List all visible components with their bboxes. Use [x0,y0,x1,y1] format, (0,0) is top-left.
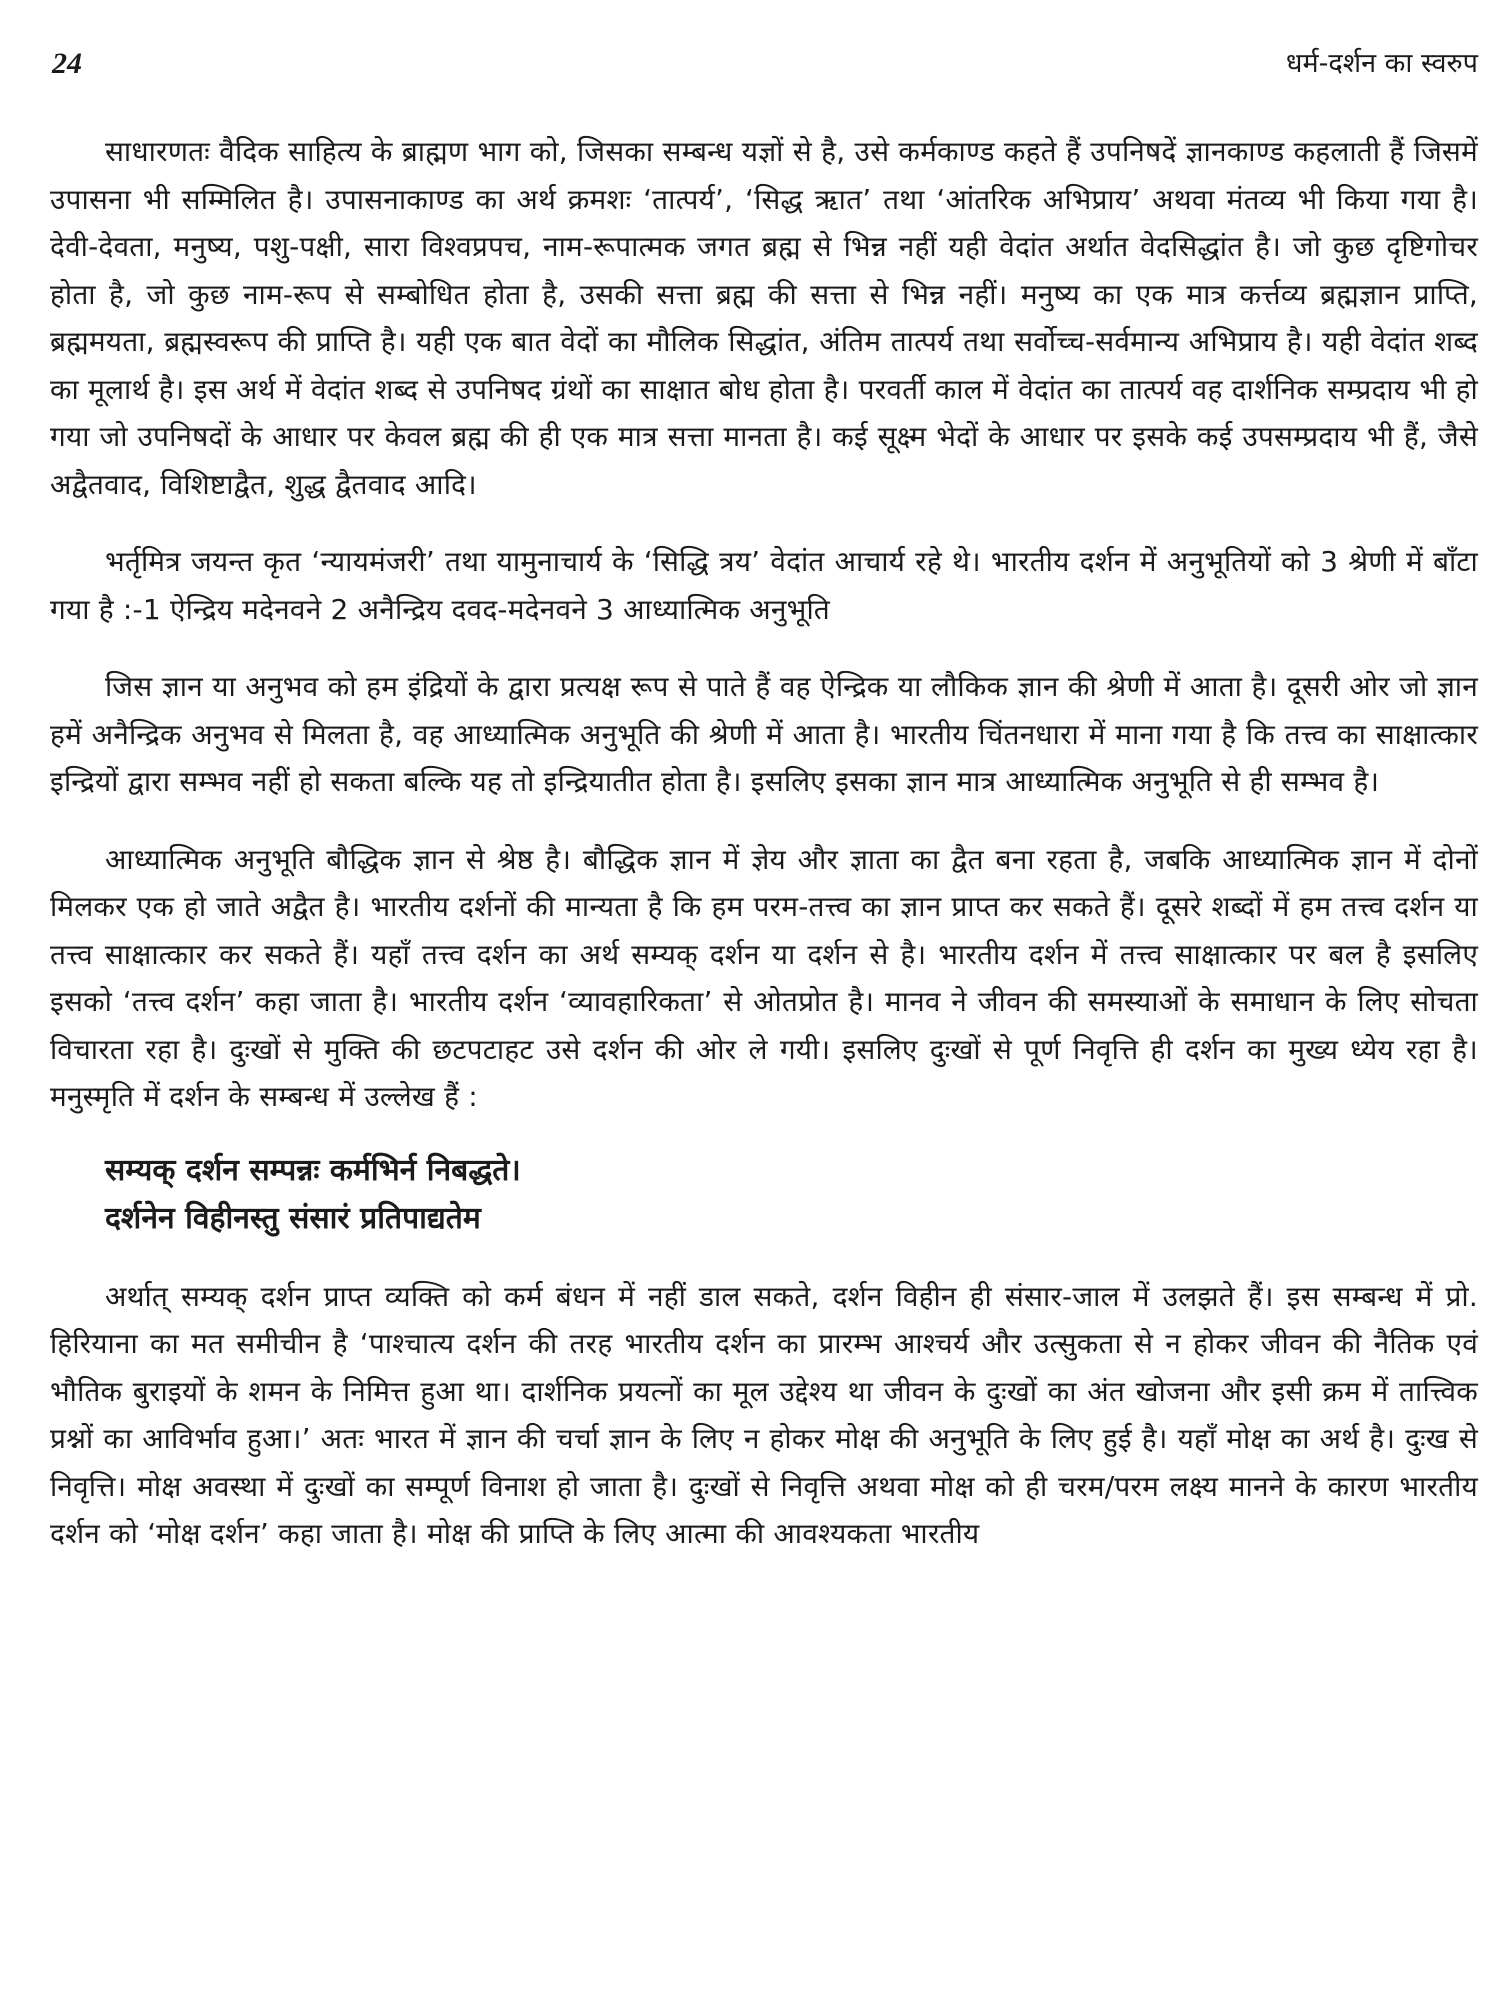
verse-line: दर्शनेन विहीनस्तु संसारं प्रतिपाद्यतेम [105,1200,481,1236]
page-header [52,42,1478,86]
page-body [50,128,1478,1584]
verse-line: सम्यक् दर्शन सम्पन्नः कर्मभिर्न निबद्धते। [105,1152,521,1188]
manusmriti-verse [105,1147,1478,1243]
paragraph-sensory-knowledge: जिस ज्ञान या अनुभव को हम इंद्रियों के द्वारा प्रत्यक्ष रूप से पाते हैं वह ऐन्द्रिक या लौकिक ज्ञान की श्रेणी में आता है। दूसरी ओर जो ज्ञान हमें अनैन्द्रिक अनुभव से मिलता है, वह आध्यात्मिक अनुभूति की श्रेणी में आता है। भारतीय चिंतनधारा में माना गया है कि तत्त्व का साक्षात्कार इन्द्रियों द्वारा सम्भव नहीं हो सकता बल्कि यह तो इन्द्रियातीत होता है। इसलिए इसका ज्ञान मात्र आध्यात्मिक अनुभूति से ही सम्भव है। [50,670,1478,798]
paragraph-vedanta: साधारणतः वैदिक साहित्य के ब्राह्मण भाग को, जिसका सम्बन्ध यज्ञों से है, उसे कर्मकाण्ड कहते हैं उपनिषदें ज्ञानकाण्ड कहलाती हैं जिसमें उपासना भी सम्मिलित है। उपासनाकाण्ड का अर्थ क्रमशः ‘तात्पर्य’, ‘सिद्ध ऋात’ तथा ‘आंतरिक अभिप्राय’ अथवा मंतव्य भी किया गया है। देवी-देवता, मनुष्य, पशु-पक्षी, सारा विश्वप्रपच, नाम-रूपात्मक जगत ब्रह्म से भिन्न नहीं यही वेदांत अर्थात वेदसिद्धांत है। जो कुछ दृष्टिगोचर होता है, जो कुछ नाम-रूप से सम्बोधित होता है, उसकी सत्ता ब्रह्म की सत्ता से भिन्न नहीं। मनुष्य का एक मात्र कर्त्तव्य ब्रह्मज्ञान प्राप्ति, ब्रह्ममयता, ब्रह्मस्वरूप की प्राप्ति है। यही एक बात वेदों का मौलिक सिद्धांत, अंतिम तात्पर्य तथा सर्वोच्च-सर्वमान्य अभिप्राय है। यही वेदांत शब्द का मूलार्थ है। इस अर्थ में वेदांत शब्द से उपनिषद ग्रंथों का साक्षात बोध होता है। परवर्ती काल में वेदांत का तात्पर्य वह दार्शनिक सम्प्रदाय भी हो गया जो उपनिषदों के आधार पर केवल ब्रह्म की ही एक मात्र सत्ता मानता है। कई सूक्ष्म भेदों के आधार पर इसके कई उपसम्प्रदाय भी हैं, जैसे अद्वैतवाद, विशिष्टाद्वैत, शुद्ध द्वैतवाद आदि। [50,135,1478,501]
paragraph-moksha: अर्थात् सम्यक् दर्शन प्राप्त व्यक्ति को कर्म बंधन में नहीं डाल सकते, दर्शन विहीन ही संसार-जाल में उलझते हैं। इस सम्बन्ध में प्रो. हिरियाना का मत समीचीन है ‘पाश्चात्य दर्शन की तरह भारतीय दर्शन का प्रारम्भ आश्चर्य और उत्सुकता से न होकर जीवन की नैतिक एवं भौतिक बुराइयों के शमन के निमित्त हुआ था। दार्शनिक प्रयत्नों का मूल उद्देश्य था जीवन के दुःखों का अंत खोजना और इसी क्रम में तात्त्विक प्रश्नों का आविर्भाव हुआ।’ अतः भारत में ज्ञान की चर्चा ज्ञान के लिए न होकर मोक्ष की अनुभूति के लिए हुई है। यहाँ मोक्ष का अर्थ है। दुःख से निवृत्ति। मोक्ष अवस्था में दुःखों का सम्पूर्ण विनाश हो जाता है। दुःखों से निवृत्ति अथवा मोक्ष को ही चरम/परम लक्ष्य मानने के कारण भारतीय दर्शन को ‘मोक्ष दर्शन’ कहा जाता है। मोक्ष की प्राप्ति के लिए आत्मा की आवश्यकता भारतीय [50,1279,1478,1550]
paragraph-spiritual-experience: आध्यात्मिक अनुभूति बौद्धिक ज्ञान से श्रेष्ठ है। बौद्धिक ज्ञान में ज्ञेय और ज्ञाता का द्वैत बना रहता है, जबकि आध्यात्मिक ज्ञान में दोनों मिलकर एक हो जाते अद्वैत है। भारतीय दर्शनों की मान्यता है कि हम परम-तत्त्व का ज्ञान प्राप्त कर सकते हैं। दूसरे शब्दों में हम तत्त्व दर्शन या तत्त्व साक्षात्कार कर सकते हैं। यहाँ तत्त्व दर्शन का अर्थ सम्यक् दर्शन या दर्शन से है। भारतीय दर्शन में तत्त्व साक्षात्कार पर बल है इसलिए इसको ‘तत्त्व दर्शन’ कहा जाता है। भारतीय दर्शन ‘व्यावहारिकता’ से ओतप्रोत है। मानव ने जीवन की समस्याओं के समाधान के लिए सोचता विचारता रहा है। दुःखों से मुक्ति की छटपटाहट उसे दर्शन की ओर ले गयी। इसलिए दुःखों से पूर्ण निवृत्ति ही दर्शन का मुख्य ध्येय रहा है। मनुस्मृति में दर्शन के सम्बन्ध में उल्लेख हैं : [50,842,1478,1113]
paragraph-anubhuti-categories: भर्तृमित्र जयन्त कृत ‘न्यायमंजरी’ तथा यामुनाचार्य के ‘सिद्धि त्रय’ वेदांत आचार्य रहे थे। भारतीय दर्शन में अनुभूतियों को 3 श्रेणी में बाँटा गया है :-1 ऐन्द्रिय मदेनवने 2 अनैन्द्रिय दवद-मदेनवने 3 आध्यात्मिक अनुभूति [50,545,1478,626]
running-head: धर्म-दर्शन का स्वरुप [1285,48,1478,79]
page-number: 24 [52,47,82,80]
